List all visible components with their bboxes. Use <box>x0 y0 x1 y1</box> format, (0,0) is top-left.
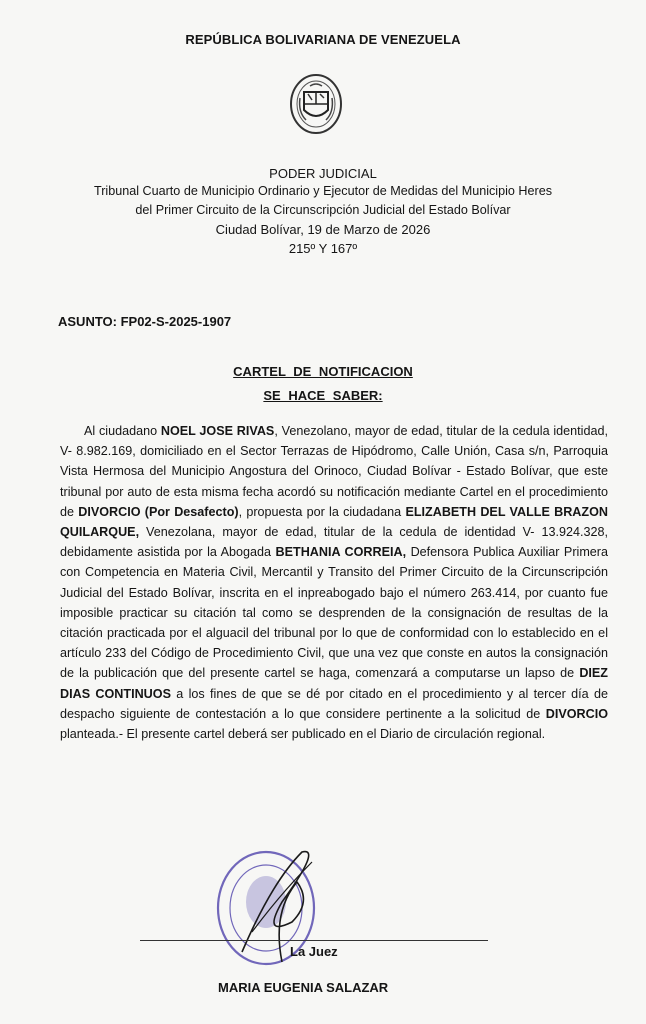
notice-paragraph <box>60 421 608 744</box>
cartel-subtitle <box>0 388 646 403</box>
body-text: planteada.- El presente cartel deberá ser publicado en el Diario de circulación regional. <box>60 727 546 742</box>
defendant-name: NOEL JOSE RIVAS <box>160 424 275 438</box>
judge-title: La Juez <box>290 944 338 959</box>
country-heading: REPÚBLICA BOLIVARIANA DE VENEZUELA <box>185 32 461 47</box>
body-text: Defensora Publica Auxiliar Primera con Competencia en Materia Civil, Mercantil y Transito del Primer Circuito de la Circunscripción Judicial del Estado Bolívar, inscrita en el inpreabogado bajo el número 263.414, por cuanto fue imposible practicar su citación tal como se desprenden de la consignación de resultas de la citación practicada por el alguacil del tribunal por lo que de conformidad con lo establecido en el artículo 233 del Código de Procedimiento Civil, que una vez que conste en autos la consignación de la publicación que del presente cartel se haga, comenzará a computarse un lapso de <box>60 545 609 681</box>
body-text: Venezolana, mayor de edad, titular de la cedula de identidad V- 13.924.328, debidamente asistida por la Abogada <box>60 525 608 560</box>
attorney-name: BETHANIA CORREIA, <box>275 545 407 560</box>
cartel-title-text: CARTEL DE NOTIFICACION <box>233 364 413 379</box>
body-text: , propuesta por la ciudadana <box>238 504 406 519</box>
court-name-line1: Tribunal Cuarto de Municipio Ordinario y Ejecutor de Medidas del Municipio Heres <box>93 184 553 198</box>
case-number: ASUNTO: FP02-S-2025-1907 <box>58 314 232 329</box>
procedure-type: DIVORCIO (Por Desafecto) <box>78 504 239 519</box>
cartel-title <box>0 364 646 379</box>
years-line: 215º Y 167º <box>288 241 358 256</box>
procedure-type-short: DIVORCIO <box>545 706 608 721</box>
coat-of-arms-seal-icon <box>288 72 344 136</box>
body-text: Al ciudadano <box>84 424 161 438</box>
judge-name: MARIA EUGENIA SALAZAR <box>218 980 389 995</box>
cartel-subtitle-text: SE HACE SABER: <box>263 388 383 403</box>
branch-heading: PODER JUDICIAL <box>269 166 377 181</box>
court-name-line2: del Primer Circuito de la Circunscripción Judicial del Estado Bolívar <box>135 203 511 217</box>
notice-body <box>60 421 608 744</box>
plaintiff-name: ELIZABETH DEL VALLE BRAZON QUILARQUE, <box>60 504 608 540</box>
body-text: a los fines de que se dé por citado en el procedimiento y al tercer día de despacho siguiente de contestación a lo que considere pertinente a la solicitud de <box>60 686 609 721</box>
body-text: , Venezolano, mayor de edad, titular de la cedula identidad, V- 8.982.169, domiciliado en el Sector Terrazas de Hipódromo, Calle Unión, Casa s/n, Parroquia Vista Hermosa del Municipio Angostura del Orinoco, Ciudad Bolívar - Estado Bolívar, que este tribunal por auto de esta misma fecha acordó su notificación mediante Cartel en el procedimiento de <box>60 424 608 519</box>
signature-line <box>140 940 488 941</box>
term-period: DIEZ DIAS CONTINUOS <box>60 666 608 701</box>
place-date: Ciudad Bolívar, 19 de Marzo de 2026 <box>215 222 431 237</box>
